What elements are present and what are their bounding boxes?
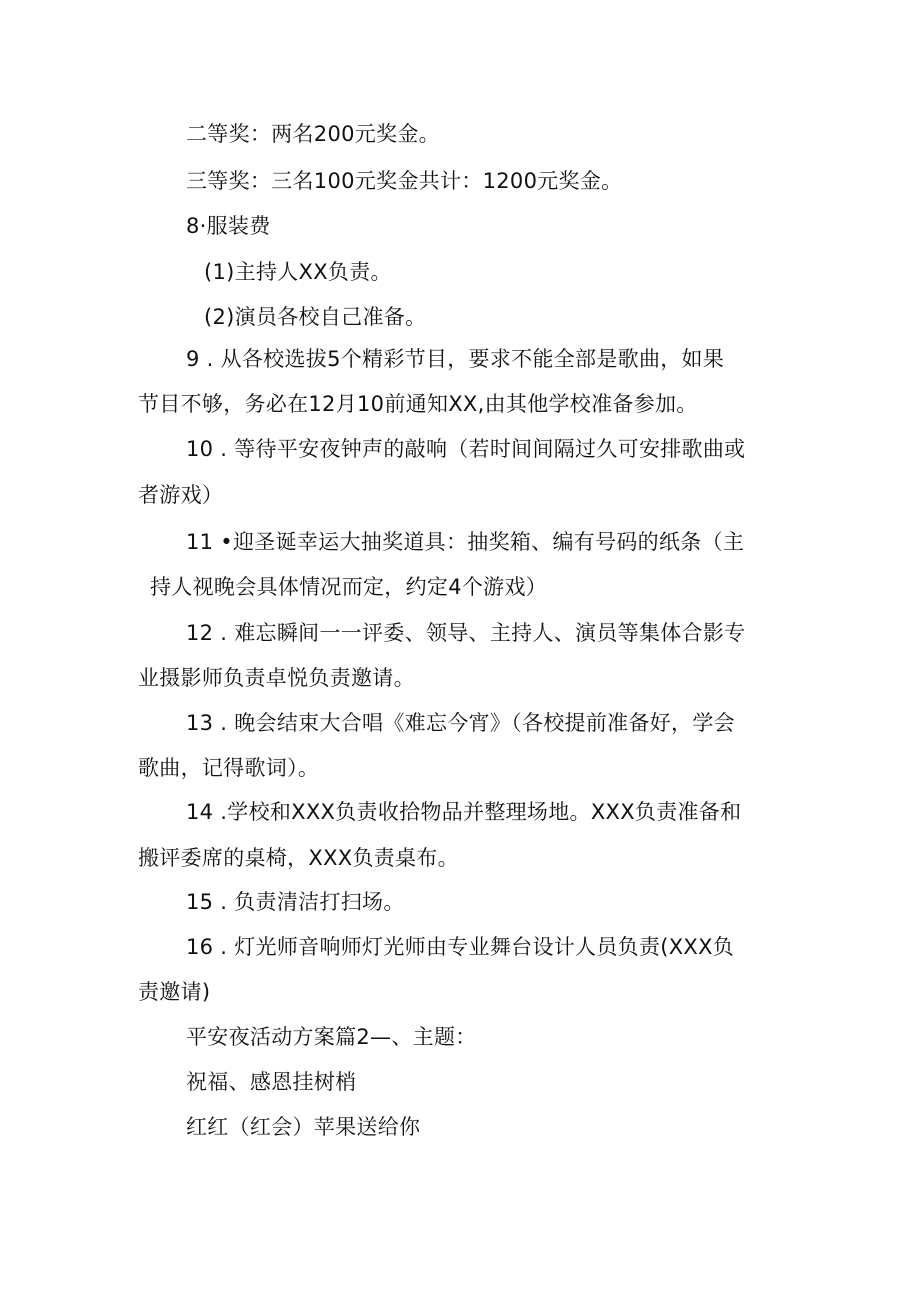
text-line-12: 12 . 难忘瞬间一一评委、领导、主持人、演员等集体合影专 (186, 621, 746, 645)
text-line-5: (2)演员各校自己准备。 (204, 305, 427, 329)
text-line-17: 搬评委席的桌椅，XXX负责桌布。 (138, 846, 459, 870)
text-line-7: 节目不够，务必在12月10前通知XX,由其他学校准备参加。 (138, 392, 698, 416)
text-line-19: 16 . 灯光师音响师灯光师由专业舞台设计人员负责(XXX负 (186, 935, 735, 959)
text-line-22: 祝福、感恩挂树梢 (186, 1070, 357, 1094)
text-line-11: 持人视晚会具体情况而定，约定4个游戏） (150, 575, 548, 599)
text-line-23: 红红（红会）苹果送给你 (186, 1115, 421, 1139)
text-line-8: 10 . 等待平安夜钟声的敲响（若时间间隔过久可安排歌曲或 (186, 437, 746, 461)
text-line-1: 二等奖：两名200元奖金。 (186, 122, 440, 146)
text-line-18: 15 . 负责清洁打扫场。 (186, 890, 405, 914)
text-line-3: 8·服装费 (186, 214, 271, 238)
text-line-16: 14 .学校和XXX负责收拾物品并整理场地。XXX负责准备和 (186, 800, 742, 824)
text-line-2: 三等奖：三名100元奖金共计：1200元奖金。 (186, 169, 623, 193)
text-line-6: 9 . 从各校选拔5个精彩节目，要求不能全部是歌曲，如果 (186, 347, 725, 371)
text-line-20: 责邀请) (138, 980, 211, 1004)
text-line-4: (1)主持人XX负责。 (204, 260, 392, 284)
text-line-9: 者游戏） (138, 483, 224, 507)
text-line-10: 11 •迎圣诞幸运大抽奖道具：抽奖箱、编有号码的纸条（主 (186, 530, 745, 554)
text-line-15: 歌曲，记得歌词）。 (138, 756, 320, 780)
text-line-13: 业摄影师负责卓悦负责邀请。 (138, 666, 415, 690)
text-line-14: 13 . 晚会结束大合唱《难忘今宵》（各校提前准备好，学会 (186, 711, 735, 735)
text-line-21: 平安夜活动方案篇2—、主题： (186, 1025, 477, 1049)
